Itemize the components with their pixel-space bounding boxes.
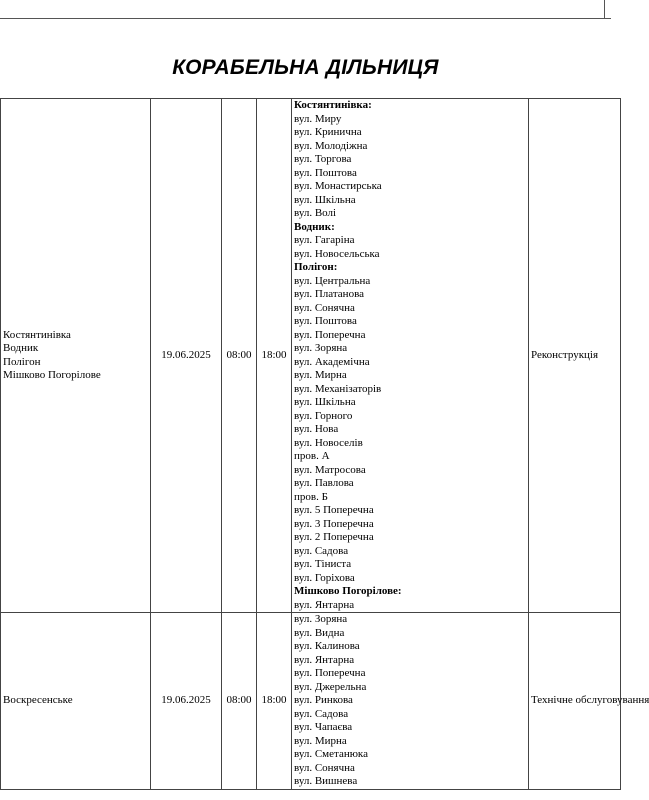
street-item: вул. Шкільна (294, 396, 356, 408)
end-time-cell: 18:00 (257, 99, 292, 613)
schedule-body (1, 99, 649, 790)
street-item: вул. Тіниста (294, 558, 352, 570)
street-item: вул. Механізаторів (294, 382, 382, 395)
end-time-cell: 18:00 (257, 613, 292, 790)
settlement-name: Костянтинівка (3, 328, 71, 341)
table-row (1, 613, 621, 790)
outage-schedule-table (0, 98, 649, 790)
street-item: вул. Волі (294, 207, 337, 219)
street-item: вул. Зоряна (294, 342, 348, 354)
streets-cell (292, 613, 529, 790)
street-item: вул. Ринкова (294, 694, 353, 706)
header-rule-divider (604, 0, 605, 18)
street-item: вул. Платанова (294, 288, 364, 300)
street-item: вул. Гагаріна (294, 234, 355, 246)
street-item: вул. Академічна (294, 355, 370, 368)
street-item: вул. Центральна (294, 274, 371, 287)
street-item: пров. А (294, 450, 330, 462)
settlement-heading: Мішково Погорілове: (294, 585, 402, 597)
street-item: вул. Сонячна (294, 761, 355, 774)
settlement-name: Мішково Погорілове (3, 369, 101, 381)
street-item: вул. Горіхова (294, 571, 355, 584)
street-item: вул. Сметанюка (294, 748, 368, 760)
settlements-cell (1, 613, 151, 790)
settlement-heading: Водник: (294, 220, 335, 233)
street-item: вул. Горного (294, 409, 353, 422)
street-item: вул. Зоряна (294, 613, 348, 625)
date-cell: 19.06.2025 (151, 613, 222, 790)
street-item: вул. Новоселів (294, 436, 363, 449)
date-cell: 19.06.2025 (151, 99, 222, 613)
street-item: вул. Видна (294, 626, 345, 639)
street-item: вул. Матросова (294, 463, 366, 476)
street-item: вул. Миру (294, 112, 342, 125)
street-item: вул. Шкільна (294, 193, 356, 206)
street-item: вул. Молодіжна (294, 139, 368, 152)
street-item: вул. Калинова (294, 640, 360, 652)
street-item: пров. Б (294, 490, 328, 503)
reason-cell: Реконструкція (529, 99, 621, 613)
street-item: вул. Новосельська (294, 247, 380, 260)
settlement-name: Воскресенське (3, 694, 73, 706)
street-item: вул. Поперечна (294, 667, 366, 679)
reason-cell: Технічне обслуговування (529, 613, 621, 790)
start-time-cell: 08:00 (222, 613, 257, 790)
street-item: вул. Мирна (294, 734, 347, 747)
settlement-name: Водник (3, 342, 39, 354)
street-item: вул. Янтарна (294, 653, 355, 666)
street-item: вул. Кринична (294, 126, 362, 138)
start-time-cell: 08:00 (222, 99, 257, 613)
street-item: вул. Янтарна (294, 598, 355, 611)
street-item: вул. Торгова (294, 153, 352, 165)
street-item: вул. Садова (294, 544, 349, 557)
street-item: вул. Мирна (294, 369, 347, 381)
street-item: вул. Чапаєва (294, 721, 353, 733)
page-title: КОРАБЕЛЬНА ДІЛЬНИЦЯ (172, 56, 439, 79)
settlement-heading: Полігон: (294, 261, 338, 273)
header-rule (0, 0, 611, 19)
street-item: вул. 3 Поперечна (294, 517, 374, 530)
street-item: вул. Поперечна (294, 328, 366, 341)
street-item: вул. Павлова (294, 477, 354, 489)
settlements-cell (1, 99, 151, 613)
street-item: вул. Нова (294, 423, 339, 435)
settlement-heading: Костянтинівка: (294, 99, 372, 111)
street-item: вул. Садова (294, 707, 349, 720)
street-item: вул. Монастирська (294, 180, 382, 192)
streets-cell (292, 99, 529, 613)
street-item: вул. 2 Поперечна (294, 531, 374, 543)
street-item: вул. Вишнева (294, 775, 358, 787)
settlement-name: Полігон (3, 355, 41, 368)
table-row (1, 99, 621, 613)
street-item: вул. Сонячна (294, 301, 355, 314)
street-item: вул. 5 Поперечна (294, 504, 374, 516)
street-item: вул. Джерельна (294, 680, 367, 693)
street-item: вул. Поштова (294, 315, 357, 327)
street-item: вул. Поштова (294, 166, 357, 179)
